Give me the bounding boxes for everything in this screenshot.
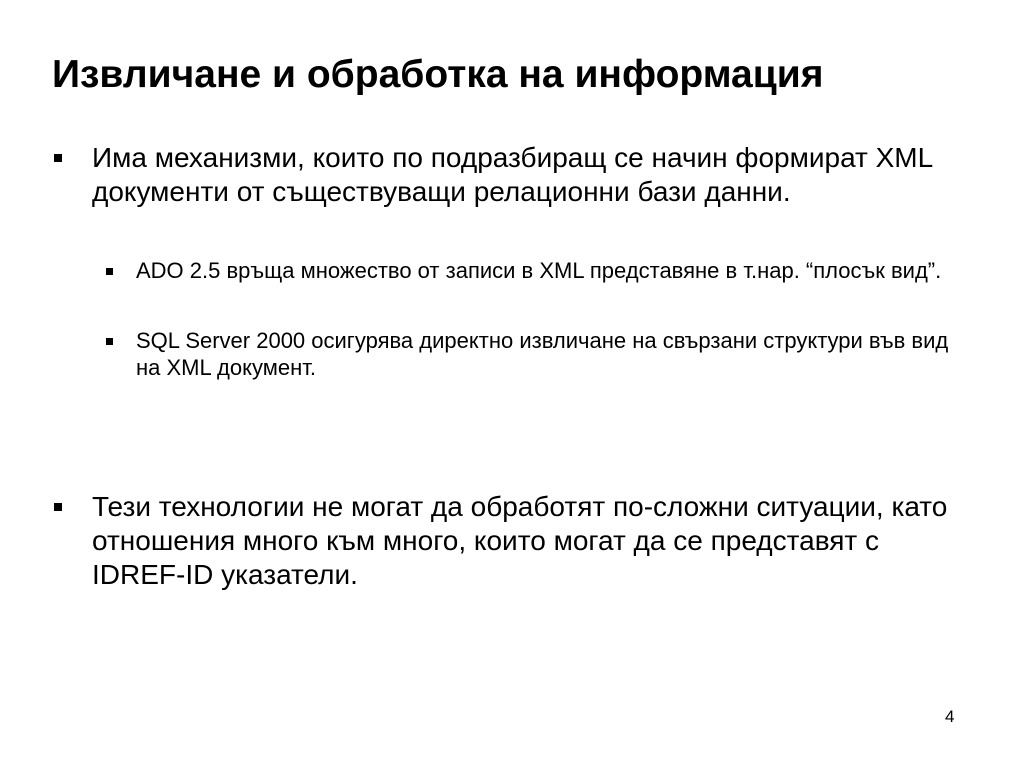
- sub-bullet-item: [136, 327, 966, 381]
- square-bullet-icon: [54, 503, 62, 511]
- bullet-text: Тези технологии не могат да обработят по-сложни ситуации, като отношения много към много, които могат да се представят с IDREF-ID указатели.: [92, 491, 948, 590]
- bullet-text: Има механизми, които по подразбиращ се начин формират XML документи от съществуващи релационни бази данни.: [92, 142, 933, 207]
- slide-number: 4: [945, 707, 955, 726]
- sub-bullet-text: ADO 2.5 връща множество от записи в XML представяне в т.нар. “плосък вид”.: [136, 258, 942, 283]
- square-bullet-icon: [106, 338, 113, 345]
- sub-bullet-text: SQL Server 2000 осигурява директно извличане на свързани структури във вид на XML документ.: [136, 328, 949, 380]
- bullet-item: [92, 490, 972, 592]
- sub-bullet-item: [136, 257, 966, 284]
- slide-title: Извличане и обработка на информация: [52, 53, 824, 96]
- bullet-item: [92, 141, 972, 209]
- square-bullet-icon: [106, 268, 113, 275]
- square-bullet-icon: [54, 154, 62, 162]
